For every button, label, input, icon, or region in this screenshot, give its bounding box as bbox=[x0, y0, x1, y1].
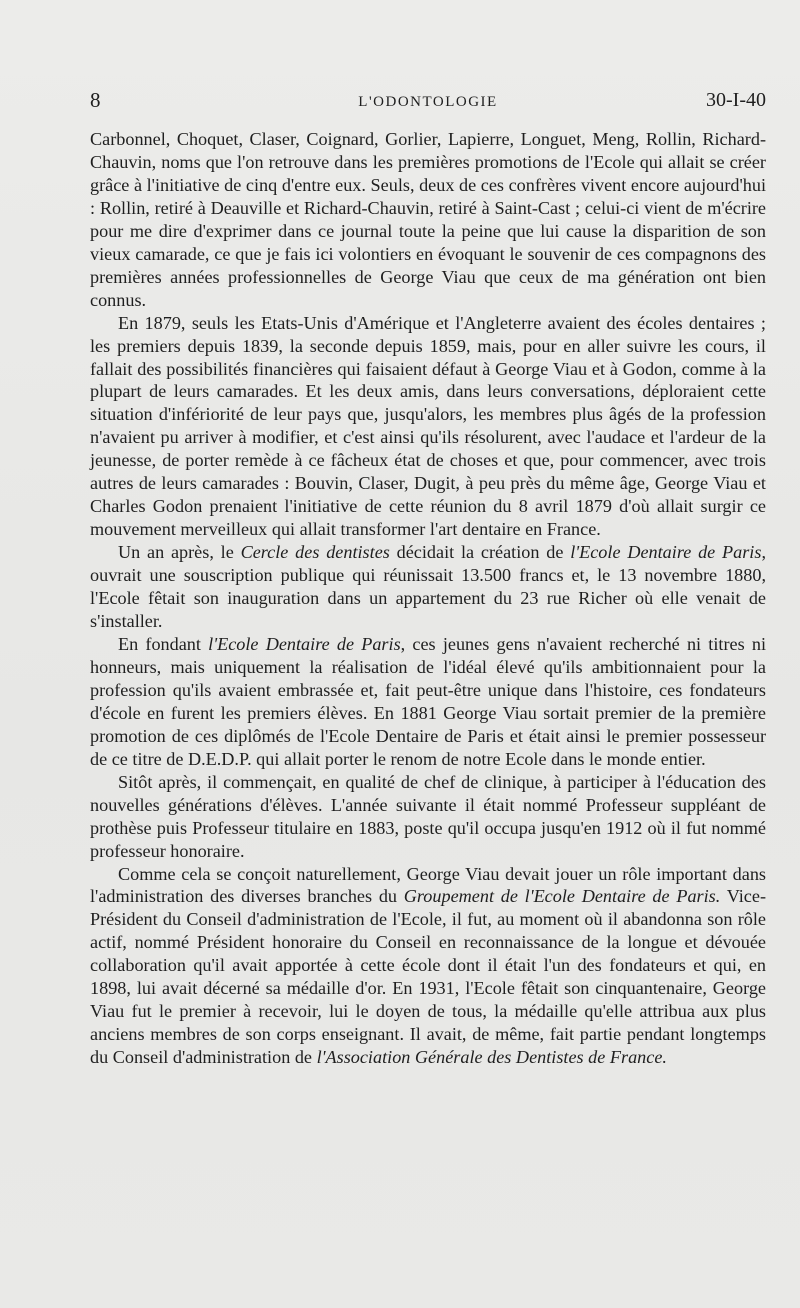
paragraph bbox=[90, 312, 766, 542]
italic-title-text: Groupement de l'Ecole Dentaire de Paris. bbox=[403, 886, 721, 907]
paragraph bbox=[90, 541, 766, 633]
italic-title-text: l'Ecole Dentaire de Paris bbox=[570, 542, 762, 563]
paragraph-text: Un an après, le bbox=[118, 542, 241, 563]
italic-title-text: Cercle des dentistes bbox=[240, 542, 390, 563]
paragraph-text: Vice-Président du Conseil d'administration de l'Ecole, il fut, au moment où il abandonna son rôle actif, nommé Président honoraire du Conseil en reconnaissance de la longue et dévouée collaboration qu'il avait apportée à cette école dont il était l'un des fondateurs et qui, en 1898, lui avait décerné sa médaille d'or. En 1931, l'Ecole fêtait son cinquantenaire, George Viau fut le premier à recevoir, lui le doyen de tous, la médaille qu'elle attribua aux plus anciens membres de son corps enseignant. Il avait, de même, fait partie pendant longtemps du Conseil d'administration de bbox=[90, 886, 767, 1068]
paragraph-text: En fondant bbox=[118, 633, 209, 654]
paragraph-text: , ouvrait une souscription publique qui réunissait 13.500 francs et, le 13 novembre 1880, l'Ecole fêtait son inauguration dans un appartement du 23 rue Richer où elle venait de s'installer. bbox=[90, 542, 766, 632]
paragraph-text: , ces jeunes gens n'avaient recherché ni titres ni honneurs, mais uniquement la réalisation de l'idéal élevé qu'ils ambitionnaient pour la profession qu'ils avaient embrassée et, fait peut-être unique dans l'histoire, ces fondateurs d'école en furent les premiers élèves. En 1881 George Viau sortait premier de la première promotion de ces diplômés de l'Ecole Dentaire de Paris et était ainsi le premier possesseur de ce titre de D.E.D.P. qui allait porter le renom de notre Ecole dans le monde entier. bbox=[90, 633, 766, 769]
paragraph-text: Carbonnel, Choquet, Claser, Coignard, Gorlier, Lapierre, Longuet, Meng, Rollin, Richard-Chauvin, noms que l'on retrouve dans les premières promotions de l'Ecole qui allait se créer grâce à l'initiative de cinq d'entre eux. Seuls, deux de ces confrères vivent encore aujourd'hui : Rollin, retiré à Deauville et Richard-Chauvin, retiré à Saint-Cast ; celui-ci vient de m'écrire pour me dire d'exprimer dans ce journal toute la peine que lui cause la disparition de son vieux camarade, ce que je fais ici volontiers en évoquant le souvenir de ces compagnons des premières années professionnelles de George Viau que ceux de ma génération ont bien connus. bbox=[90, 129, 766, 310]
paragraph-text: Comme cela se conçoit naturellement, George Viau devait jouer un rôle important dans l'administration des diverses branches du bbox=[90, 863, 766, 907]
italic-title-text: l'Association Générale des Dentistes de France. bbox=[316, 1047, 667, 1068]
paragraph bbox=[90, 771, 766, 863]
article-body bbox=[90, 128, 766, 1069]
page-header bbox=[90, 88, 766, 118]
paragraph bbox=[90, 633, 766, 771]
paragraph-text: Sitôt après, il commençait, en qualité de chef de clinique, à participer à l'éducation des nouvelles générations d'élèves. L'année suivante il était nommé Professeur suppléant de prothèse puis Professeur titulaire en 1883, poste qu'il occupa jusqu'en 1912 où il fut nommé professeur honoraire. bbox=[90, 771, 766, 861]
italic-title-text: l'Ecole Dentaire de Paris bbox=[208, 633, 401, 654]
paragraph-text: En 1879, seuls les Etats-Unis d'Amérique et l'Angleterre avaient des écoles dentaires ; les premiers depuis 1839, la seconde depuis 1859, mais, pour en aller suivre les cours, il fallait des possibilités financières qui faisaient défaut à George Viau et à Godon, comme à la plupart de leurs camarades. Et les deux amis, dans leurs conversations, déploraient cette situation d'infériorité de leur pays que, jusqu'alors, les membres plus âgés de la profession n'avaient pu arriver à modifier, et c'est ainsi qu'ils résolurent, avec l'audace et l'ardeur de la jeunesse, de porter remède à ce fâcheux état de choses et que, pour commencer, avec trois autres de leurs camarades : Bouvin, Claser, Dugit, à peu près du même âge, George Viau et Charles Godon prenaient l'initiative de cette réunion du 8 avril 1879 d'où allait surgir ce mouvement merveilleux qui allait transformer l'art dentaire en France. bbox=[90, 312, 766, 540]
paragraph bbox=[90, 128, 766, 312]
issue-date: 30-I-40 bbox=[706, 89, 766, 111]
page-number: 8 bbox=[90, 88, 101, 112]
paragraph bbox=[90, 863, 766, 1070]
paragraph-text: décidait la création de bbox=[389, 542, 571, 563]
running-title: L'ODONTOLOGIE bbox=[358, 94, 498, 110]
